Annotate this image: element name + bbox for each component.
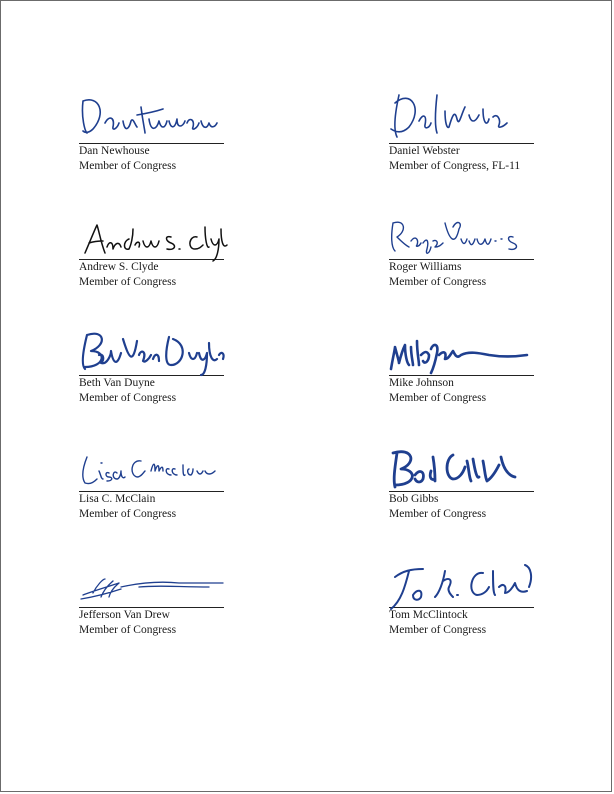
signature-scribble-van-drew — [79, 557, 224, 607]
signer-title: Member of Congress — [79, 276, 177, 288]
signature-scribble-mcclintock — [389, 557, 534, 607]
signer-name: Roger Williams — [389, 261, 462, 273]
signature-block-mcclain — [79, 441, 229, 522]
signer-name: Tom McClintock — [389, 609, 468, 621]
signer-name: Andrew S. Clyde — [79, 261, 159, 273]
signer-title: Member of Congress — [79, 160, 177, 172]
signer-name: Dan Newhouse — [79, 145, 150, 157]
signature-block-newhouse — [79, 93, 229, 174]
signer-title: Member of Congress — [389, 624, 487, 636]
signer-name: Lisa C. McClain — [79, 493, 156, 505]
signer-title: Member of Congress — [389, 276, 487, 288]
signature-scribble-van-duyne — [79, 325, 224, 375]
signer-title: Member of Congress — [79, 508, 177, 520]
signature-block-van-duyne — [79, 325, 229, 406]
signer-title: Member of Congress — [389, 392, 487, 404]
signature-block-clyde — [79, 209, 229, 290]
signature-scribble-gibbs — [389, 441, 534, 491]
signature-image — [389, 93, 539, 143]
signature-scribble-newhouse — [79, 93, 224, 143]
signature-image — [389, 441, 539, 491]
signature-image — [389, 209, 539, 259]
signer-name: Beth Van Duyne — [79, 377, 155, 389]
signature-image — [79, 557, 229, 607]
signature-block-mcclintock — [389, 557, 539, 638]
signature-image — [79, 93, 229, 143]
signature-scribble-webster — [389, 93, 534, 143]
signer-name: Mike Johnson — [389, 377, 454, 389]
signer-name: Daniel Webster — [389, 145, 460, 157]
signature-image — [389, 557, 539, 607]
signature-scribble-johnson — [389, 325, 534, 375]
signer-title: Member of Congress, FL-11 — [389, 160, 521, 172]
signer-title: Member of Congress — [79, 624, 177, 636]
signature-image — [79, 209, 229, 259]
signature-block-johnson — [389, 325, 539, 406]
signature-block-williams — [389, 209, 539, 290]
signature-image — [389, 325, 539, 375]
signer-name: Jefferson Van Drew — [79, 609, 170, 621]
signature-scribble-clyde — [79, 209, 224, 259]
signature-image — [79, 441, 229, 491]
signer-title: Member of Congress — [389, 508, 487, 520]
signature-image — [79, 325, 229, 375]
signature-block-webster — [389, 93, 539, 174]
signature-block-gibbs — [389, 441, 539, 522]
signature-scribble-mcclain — [79, 441, 224, 491]
signer-name: Bob Gibbs — [389, 493, 439, 505]
signature-scribble-williams — [389, 209, 534, 259]
signer-title: Member of Congress — [79, 392, 177, 404]
signature-block-van-drew — [79, 557, 229, 638]
